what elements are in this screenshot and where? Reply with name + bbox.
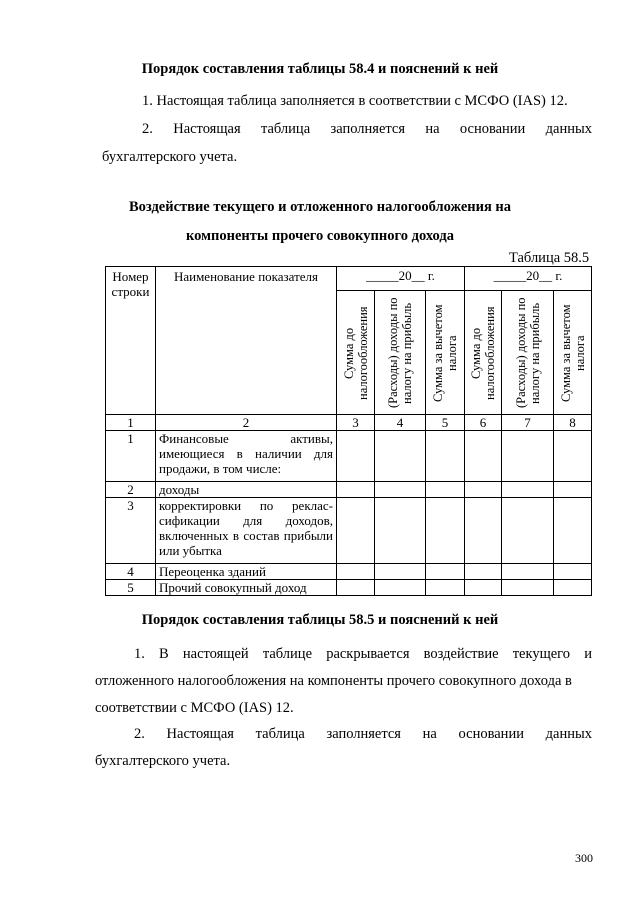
column-number: 8 [554,415,592,431]
row-number: 4 [106,564,156,580]
table-title-line-2: компоненты прочего совокупного дохода [186,228,454,244]
value-cell [426,431,465,482]
row-number: 2 [106,482,156,498]
table-title-line-1: Воздействие текущего и отложенного налогообложения на [128,199,512,215]
value-cell [502,498,554,564]
row-name: Прочий совокупный доход [156,580,337,596]
value-cell [502,482,554,498]
value-cell [375,564,426,580]
subheader-pre-tax-2: Сумма до налогообложения [465,291,502,415]
value-cell [554,482,592,498]
row-number: 1 [106,431,156,482]
word: Настоящая [173,121,241,137]
value-cell [375,431,426,482]
column-number: 4 [375,415,426,431]
value-cell [375,498,426,564]
table-row [106,564,592,580]
subheader-tax-2: (Расходы) доходы по налогу на прибыль [502,291,554,415]
word: основании [459,121,526,137]
subheader-net-1: Сумма за вычетом налога [426,291,465,415]
value-cell [426,498,465,564]
header-row-number: Номер строки [106,267,156,415]
word: на [422,726,437,742]
value-cell [554,580,592,596]
subheader-pre-tax-1: Сумма до налогообложения [337,291,375,415]
value-cell [337,431,375,482]
value-cell [465,431,502,482]
row-name: Переоценка зданий [156,564,337,580]
value-cell [554,564,592,580]
value-cell [337,498,375,564]
header-year-1: _____20__ г. [337,267,465,291]
header-year-2: _____20__ г. [465,267,592,291]
word: данных [545,726,592,742]
word: и [584,646,592,662]
word: данных [545,121,592,137]
paragraph-1: 1. Настоящая таблица заполняется в соответствии с МСФО (IAS) 12. [142,93,568,109]
column-number: 1 [106,415,156,431]
value-cell [465,564,502,580]
tax-effects-table [105,266,592,596]
value-cell [337,580,375,596]
paragraph-2-line-2: бухгалтерского учета. [102,149,238,165]
value-cell [554,498,592,564]
column-number-row [106,415,592,431]
column-number: 7 [502,415,554,431]
word: на [425,121,440,137]
table-row [106,580,592,596]
value-cell [426,564,465,580]
subheader-net-2: Сумма за вычетом налога [554,291,592,415]
section-heading-58-4: Порядок составления таблицы 58.4 и пояснений к ней [141,61,499,77]
value-cell [502,564,554,580]
table-caption: Таблица 58.5 [509,250,590,266]
value-cell [375,482,426,498]
subheader-tax-1: (Расходы) доходы по налогу на прибыль [375,291,426,415]
word: текущего [512,646,571,662]
row-name: Финансовые активы, имеющиеся в наличии для продажи, в том числе: [156,431,337,482]
word: раскрывается [326,646,410,662]
paragraph-3-line-1 [134,646,592,663]
word: В [159,646,169,662]
word: таблица [260,121,311,137]
word: таблица [255,726,305,742]
word: заполняется [330,121,405,137]
value-cell [465,498,502,564]
table-row [106,431,592,482]
paragraph-4-line-1 [134,726,592,743]
value-cell [502,580,554,596]
column-number: 3 [337,415,375,431]
word: таблице [262,646,313,662]
paragraph-3-line-2: отложенного налогообложения на компоненты прочего совокупного дохода в [95,673,572,689]
row-name: корректировки по реклас-сификации для доходов, включенных в состав прибыли или убытка [156,498,337,564]
paragraph-3-line-3: соответствии с МСФО (IAS) 12. [95,700,294,716]
page-number: 300 [575,851,593,865]
row-name: доходы [156,482,337,498]
row-number: 5 [106,580,156,596]
value-cell [465,580,502,596]
word: 1. [134,646,145,662]
word: заполняется [326,726,401,742]
word: Настоящая [166,726,234,742]
word: 2. [142,121,153,137]
paragraph-2-line-1 [142,121,592,138]
value-cell [337,482,375,498]
table-row [106,482,592,498]
paragraph-4-line-2: бухгалтерского учета. [95,753,231,769]
row-number: 3 [106,498,156,564]
table-row [106,498,592,564]
word: основании [458,726,524,742]
value-cell [502,431,554,482]
value-cell [426,482,465,498]
word: настоящей [182,646,249,662]
word: воздействие [423,646,499,662]
value-cell [426,580,465,596]
column-number: 5 [426,415,465,431]
header-indicator-name: Наименование показателя [156,267,337,415]
section-heading-58-5: Порядок составления таблицы 58.5 и пояснений к ней [141,612,499,628]
column-number: 6 [465,415,502,431]
column-number: 2 [156,415,337,431]
value-cell [554,431,592,482]
value-cell [465,482,502,498]
word: 2. [134,726,145,742]
value-cell [375,580,426,596]
value-cell [337,564,375,580]
